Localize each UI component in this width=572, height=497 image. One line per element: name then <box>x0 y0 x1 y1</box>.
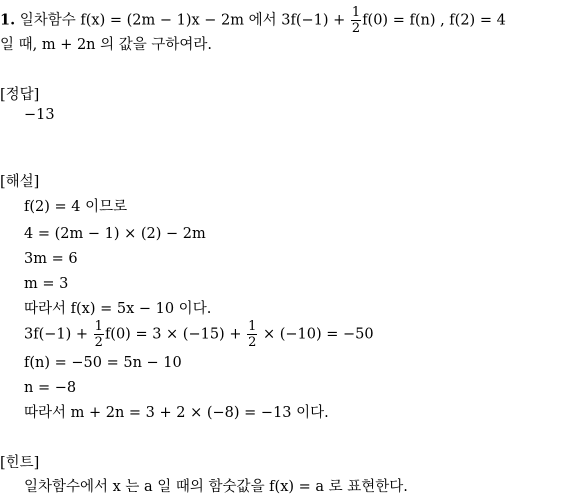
fraction-numerator: 1 <box>248 319 257 334</box>
solution-step: m = 3 <box>24 276 69 292</box>
problem-number: 1. <box>0 11 16 29</box>
solution-step: f(2) = 4 이므로 <box>24 199 128 215</box>
solution-step-fraction-line <box>24 320 374 349</box>
problem-line-1 <box>0 6 506 35</box>
hint-label: [힌트] <box>0 455 40 471</box>
fraction-denominator: 2 <box>351 21 361 36</box>
solution-step: f(n) = −50 = 5n − 10 <box>24 355 182 371</box>
problem-text-a: 일차함수 f(x) = (2m − 1)x − 2m 에서 3f(−1) + <box>19 12 350 29</box>
solution-step: 따라서 f(x) = 5x − 10 이다. <box>24 301 212 317</box>
answer-label: [정답] <box>0 87 40 103</box>
step6-fraction-1 <box>94 320 104 349</box>
solution-step: 4 = (2m − 1) × (2) − 2m <box>24 226 206 242</box>
step6-text-b: f(0) = 3 × (−15) + <box>104 326 247 343</box>
hint-text: 일차함수에서 x 는 a 일 때의 함숫값을 f(x) = a 로 표현한다. <box>24 479 408 495</box>
solution-step: 3m = 6 <box>24 251 78 267</box>
fraction-denominator: 2 <box>94 335 103 350</box>
solution-step: 따라서 m + 2n = 3 + 2 × (−8) = −13 이다. <box>24 405 329 421</box>
solution-step: n = −8 <box>24 380 77 396</box>
fraction-numerator: 1 <box>351 5 361 20</box>
problem-fraction <box>351 6 361 35</box>
solution-label: [해설] <box>0 174 40 190</box>
step6-text-a: 3f(−1) + <box>24 326 93 343</box>
step6-fraction-2 <box>247 320 257 349</box>
answer-value: −13 <box>24 107 55 123</box>
step6-text-c: × (−10) = −50 <box>258 326 374 343</box>
fraction-numerator: 1 <box>94 319 103 334</box>
problem-line-2: 일 때, m + 2n 의 값을 구하여라. <box>0 37 213 53</box>
fraction-denominator: 2 <box>248 335 257 350</box>
problem-text-b: f(0) = f(n) , f(2) = 4 <box>362 12 506 29</box>
